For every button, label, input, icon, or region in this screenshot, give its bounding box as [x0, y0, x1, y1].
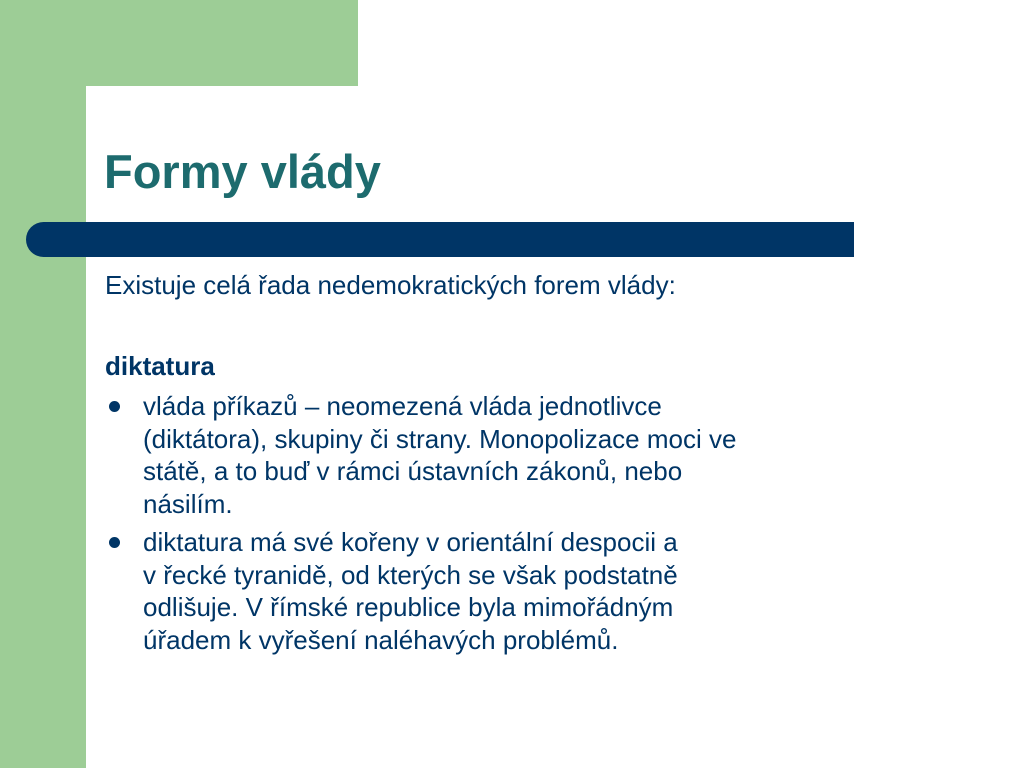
bullet-line: úřadem k vyřešení naléhavých problémů. — [143, 624, 619, 655]
slide-title: Formy vlády — [104, 145, 381, 198]
bullet-item — [105, 526, 935, 656]
bullet-dot-icon — [109, 401, 120, 412]
green-band-left — [0, 0, 86, 768]
subheading-diktatura: diktatura — [105, 351, 215, 381]
bullet-line: násilím. — [143, 488, 233, 519]
bullet-line: vláda příkazů – neomezená vláda jednotlivce — [143, 391, 662, 421]
green-band-top — [0, 0, 358, 86]
bullet-item — [105, 390, 935, 520]
bullet-dot-icon — [109, 537, 120, 548]
bullet-line: (diktátora), skupiny či strany. Monopolizace moci ve — [143, 423, 737, 454]
bullet-line: diktatura má své kořeny v orientální despocii a — [143, 527, 678, 557]
bullet-list — [105, 390, 935, 662]
bullet-line: v řecké tyranidě, od kterých se však podstatně — [143, 559, 678, 590]
bullet-line: státě, a to buď v rámci ústavních zákonů, nebo — [143, 456, 683, 486]
intro-text: Existuje celá řada nedemokratických forem vlády: — [105, 270, 676, 300]
bullet-line: odlišuje. V římské republice byla mimořádným — [143, 592, 674, 622]
title-underline-bar — [26, 222, 854, 257]
